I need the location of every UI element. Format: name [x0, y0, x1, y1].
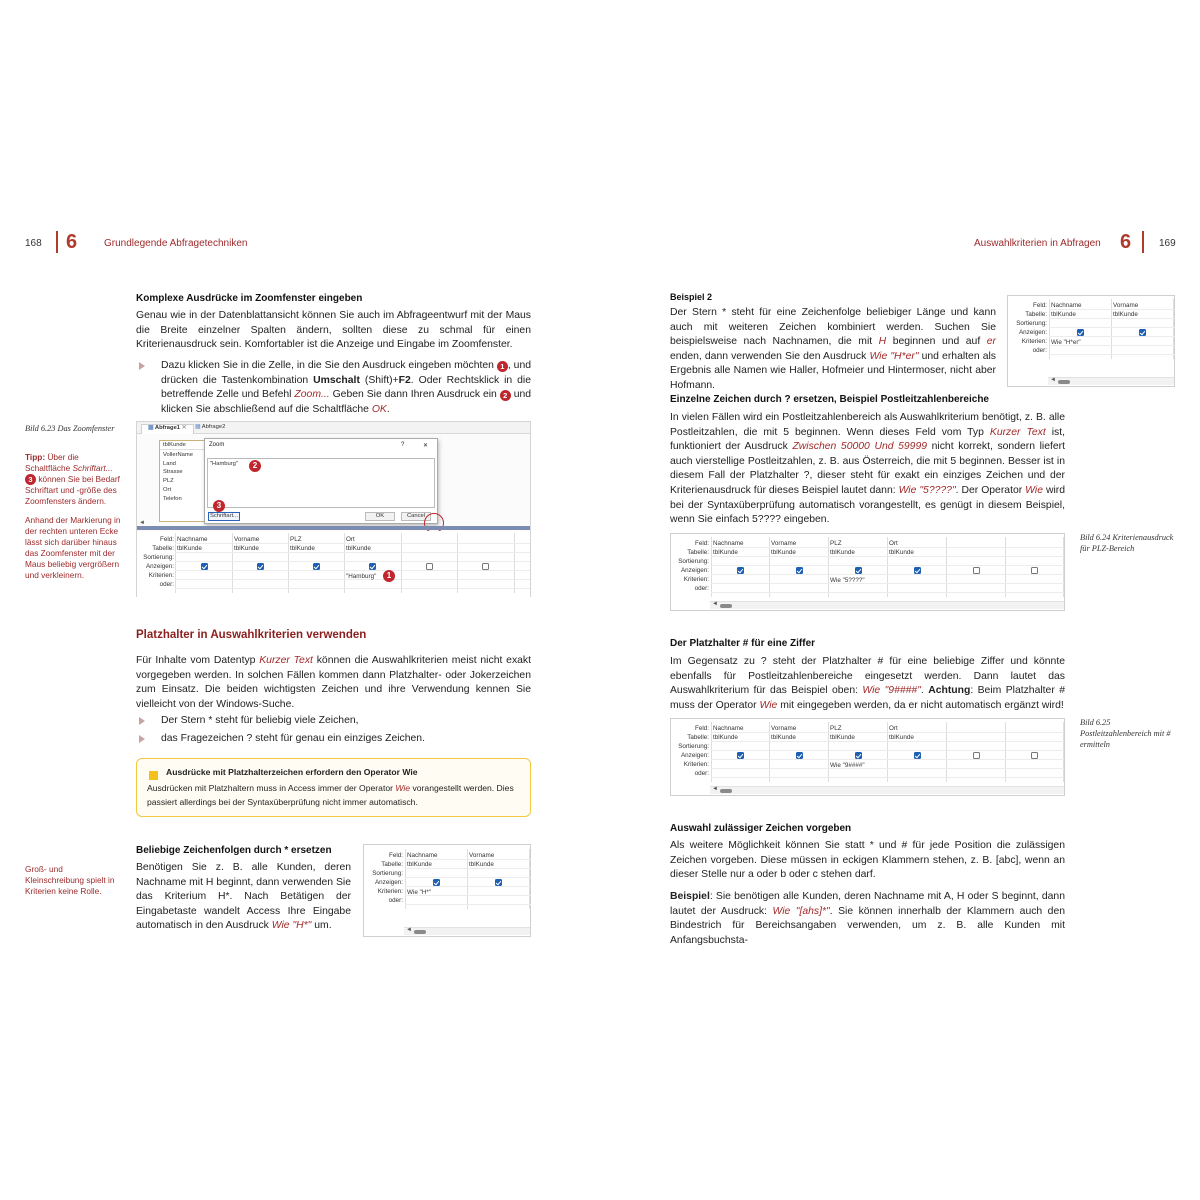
grid-label-criteria: Kriterien: [1021, 338, 1047, 345]
show-checkbox[interactable] [855, 567, 862, 574]
grid-cell-table[interactable]: tblKunde [469, 861, 494, 868]
grid-cell-table[interactable]: tblKunde [713, 549, 738, 556]
cancel-button[interactable]: Cancel [401, 512, 431, 521]
horizontal-scrollbar[interactable]: ◄ [404, 927, 530, 935]
table-field[interactable]: Strasse [163, 469, 183, 476]
grid-cell-table[interactable]: tblKunde [830, 734, 855, 741]
grid-cell-table[interactable]: tblKunde [771, 549, 796, 556]
show-checkbox[interactable] [737, 567, 744, 574]
query-grid-hash [670, 718, 1065, 796]
query-grid-h-star [363, 844, 531, 937]
grid-label-show: Anzeigen: [1018, 329, 1047, 336]
grid-cell-criteria[interactable]: Wie "H*" [407, 889, 432, 896]
chapter-number-left: 6 [66, 231, 78, 253]
paragraph-allowed-chars: Als weitere Möglichkeit können Sie statt * und # für jede Position die zulässigen Zeichen vorgeben. Diese müssen in eckigen Klammern stehen, z. B. [abc], wenn an dieser Stelle nur a oder b oder c stehen darf. [670, 840, 1065, 881]
grid-label-show: Anzeigen: [680, 752, 709, 759]
grid-label-field: Feld: [1033, 302, 1047, 309]
info-box-text: Ausdrücken mit Platzhaltern muss in Access immer der Operator Wie vorangestellt werden. Dies passiert allerdings bei der Syntaxüberprüfung nicht immer automatisch. [147, 783, 514, 807]
grid-cell-table[interactable]: tblKunde [889, 734, 914, 741]
show-checkbox[interactable] [433, 879, 440, 886]
grid-cell-criteria[interactable]: Wie "9####" [830, 762, 865, 769]
section-heading-star: Beliebige Zeichenfolgen durch * ersetzen [136, 845, 332, 856]
header-divider-left [56, 231, 58, 253]
show-checkbox[interactable] [257, 563, 264, 570]
grid-label-criteria: Kriterien: [683, 761, 709, 768]
grid-label-or: oder: [694, 585, 709, 592]
horizontal-scrollbar[interactable]: ◄ [1048, 377, 1174, 385]
grid-cell-criteria[interactable]: Wie "H*er" [1051, 339, 1081, 346]
grid-label-table: Tabelle: [687, 734, 709, 741]
section-heading-question: Einzelne Zeichen durch ? ersetzen, Beispiel Postleitzahlenbereiche [670, 394, 989, 405]
grid-label-field: Feld: [695, 540, 709, 547]
table-field[interactable]: VollerName [163, 452, 193, 458]
resize-handle-highlight[interactable] [424, 513, 444, 533]
chapter-number-right: 6 [1120, 231, 1132, 253]
show-checkbox[interactable] [855, 752, 862, 759]
grid-cell-field[interactable]: PLZ [290, 536, 302, 543]
show-checkbox[interactable] [737, 752, 744, 759]
paragraph-hash: Im Gegensatz zu ? steht der Platzhalter # für eine beliebige Ziffer und könnte ebenfalls für Postleitzahlenbereiche eingesetzt werden. Dann lautet das Auswahlkriterium für das Beispiel oben: Wie "9####". Achtung: Beim Platzhalter # muss der Operator Wie mit eingegeben werden, da er nicht automatisch ergänzt wird! [670, 656, 1065, 711]
horizontal-scrollbar[interactable]: ◄ [710, 601, 1064, 609]
grid-cell-field[interactable]: Vorname [1113, 302, 1139, 309]
grid-label-table: Tabelle: [381, 861, 403, 868]
show-checkbox[interactable] [796, 567, 803, 574]
show-checkbox[interactable] [1139, 329, 1146, 336]
grid-cell-field[interactable]: Nachname [1051, 302, 1082, 309]
grid-label-sort: Sortierung: [372, 870, 403, 877]
figure-caption-6-25: Bild 6.25 Postleitzahlenbereich mit # ermitteln [1080, 718, 1171, 749]
table-box-tblkunde[interactable] [159, 440, 207, 522]
grid-cell-table[interactable]: tblKunde [713, 734, 738, 741]
grid-label-sort: Sortierung: [1016, 320, 1047, 327]
show-checkbox[interactable] [201, 563, 208, 570]
tab-bar [137, 422, 530, 434]
show-checkbox[interactable] [369, 563, 376, 570]
show-checkbox[interactable] [914, 752, 921, 759]
bullet-question: das Fragezeichen ? steht für genau ein einziges Zeichen. [136, 732, 531, 747]
grid-cell-field[interactable]: Nachname [713, 725, 744, 732]
grid-cell-table[interactable]: tblKunde [407, 861, 432, 868]
grid-cell-table[interactable]: tblKunde [346, 545, 371, 552]
page-number-right: 169 [1159, 238, 1176, 249]
grid-label-field: Feld: [389, 852, 403, 859]
grid-cell-field[interactable]: Vorname [771, 725, 797, 732]
help-icon[interactable]: ? [401, 442, 405, 448]
grid-label-table: Tabelle: [687, 549, 709, 556]
grid-label-criteria: Kriterien: [683, 576, 709, 583]
grid-label-show: Anzeigen: [374, 879, 403, 886]
show-checkbox[interactable] [914, 567, 921, 574]
font-button[interactable]: Schriftart... [209, 513, 239, 519]
paragraph-plz: In vielen Fällen wird ein Postleitzahlenbereich als Auswahlkriterium benötigt, z. B. alle Postleitzahlen, die mit 5 beginnen. Wenn dieses Feld vom Typ Kurzer Text ist, funktioniert der Ausdruck Zwischen 50000 Und 59999 nicht korrekt, sondern liefert auch vierstellige Postleitzahlen, z. B. aus Österreich, die mit 5 beginnen. Besser ist in diesem Fall der Platzhalter ?, dieser steht für exakt ein einziges Zeichen und der Kriterienausdruck für dieses Beispiel lautet dann: Wie "5????". Der Operator Wie wird bei der Syntaxüberprüfung automatisch vorangestellt, es genügt in diesem Beispiel, wenn Sie einfach 5???? eingeben. [670, 412, 1066, 526]
section-heading-zoom: Komplexe Ausdrücke im Zoomfenster eingeben [136, 293, 363, 304]
paragraph-beispiel-2: Der Stern * steht für eine Zeichenfolge beliebiger Länge und kann auch mit weiteren Zeichen kombiniert werden. Suchen Sie beispielsweise nach Nachnamen, die mit H beginnen und auf er enden, dann verwenden Sie den Ausdruck Wie "H*er" und erhalten als Ergebnis alle Namen wie Haller, Hofmeier und Hintermoser, nicht aber Hofmann. [670, 307, 996, 391]
table-box-title: tblKunde [160, 441, 206, 450]
grid-label-field: Feld: [160, 536, 174, 543]
grid-cell-field[interactable]: Ort [889, 540, 898, 547]
chapter-title-left: Grundlegende Abfragetechniken [104, 238, 248, 249]
tip-note: Tipp: Über die Schaltfläche Schriftart... 3 können Sie bei Bedarf Schriftart und -größe des Zoomfensters ändern. [25, 452, 120, 506]
close-icon[interactable]: ✕ [423, 443, 429, 449]
grid-cell-field[interactable]: Ort [346, 536, 355, 543]
grid-cell-table[interactable]: tblKunde [1051, 311, 1076, 318]
paragraph-example: Beispiel: Sie benötigen alle Kunden, deren Nachname mit A, H oder S beginnt, dann lautet der Ausdruck: Wie "[ahs]*". Sie können innerhalb der Klammern auch den Bindestrich für Bereichsangaben verwenden, um z. B. alle Kunden mit Anfangsbuchsta- [670, 891, 1066, 946]
zoom-dialog [204, 438, 438, 524]
grid-cell-field[interactable]: PLZ [830, 725, 842, 732]
query-grid-6-23 [137, 531, 530, 597]
tab-abfrage1[interactable]: ▦ Abfrage1 ✕ [141, 424, 194, 434]
marker-3-icon: 3 [213, 500, 225, 512]
grid-cell-table[interactable]: tblKunde [290, 545, 315, 552]
grid-cell-field[interactable]: Nachname [713, 540, 744, 547]
grid-label-field: Feld: [695, 725, 709, 732]
grid-cell-field[interactable]: Vorname [771, 540, 797, 547]
table-field[interactable]: Telefon [163, 495, 182, 502]
grid-label-or: oder: [159, 581, 174, 588]
marker-2-icon: 2 [500, 390, 511, 401]
tab-abfrage2[interactable]: ▦ Abfrage2 [195, 424, 226, 430]
grid-label-table: Tabelle: [152, 545, 174, 552]
marker-2-icon: 2 [249, 460, 261, 472]
show-checkbox[interactable] [796, 752, 803, 759]
marker-1-icon: 1 [383, 570, 395, 582]
show-checkbox[interactable] [426, 563, 433, 570]
zoom-textarea[interactable]: "Hamburg" [207, 458, 435, 508]
page-number-left: 168 [25, 238, 42, 249]
info-box-wie [136, 758, 531, 817]
grid-label-table: Tabelle: [1025, 311, 1047, 318]
grid-cell-table[interactable]: tblKunde [889, 549, 914, 556]
grid-label-criteria: Kriterien: [377, 888, 403, 895]
query-grid-h-star-er [1007, 295, 1175, 387]
zoom-dialog-title: Zoom [209, 442, 225, 448]
grid-label-sort: Sortierung: [678, 558, 709, 565]
header-divider-right [1142, 231, 1144, 253]
ok-button[interactable]: OK [365, 512, 395, 521]
show-checkbox[interactable] [973, 567, 980, 574]
query-grid-plz [670, 533, 1065, 611]
grid-cell-criteria[interactable]: Wie "5????" [830, 577, 865, 584]
grid-cell-field[interactable]: Vorname [234, 536, 260, 543]
table-field[interactable]: Land [163, 460, 176, 467]
table-field[interactable]: Ort [163, 486, 172, 493]
show-checkbox[interactable] [1031, 567, 1038, 574]
grid-cell-table[interactable]: tblKunde [830, 549, 855, 556]
figure-caption-6-23: Bild 6.23 Das Zoomfenster [25, 424, 115, 433]
marker-3-icon: 3 [25, 474, 36, 485]
show-checkbox[interactable] [1077, 329, 1084, 336]
grid-label-criteria: Kriterien: [148, 572, 174, 579]
grid-cell-criteria[interactable]: "Hamburg" [346, 573, 377, 580]
grid-cell-field[interactable]: Vorname [469, 852, 495, 859]
figure-zoom-window: ▦ Abfrage1 ✕ ▦ Abfrage2 tblKunde VollerName Land Strasse PLZ Ort Telefon Zoom ? ✕ "Hamburg" 2 Schriftart... 3 OK Cancel ◄ Feld: Tabelle: Sortierung: Anzeigen: Kriterien: oder: Nachname Vorname PLZ Ort tblKunde tblKunde tblKunde tblKunde "Hamburg" 1 [136, 421, 531, 597]
paragraph-zoom-intro: Genau wie in der Datenblattansicht können Sie auch im Abfrageentwurf mit der Maus die Breite einzelner Spalten ändern, sollten diese zu schmal für einen Kriterienausdruck sein. Komfortabler ist die Anzeige und Eingabe im Zoomfenster. [136, 310, 531, 351]
info-box-title: Ausdrücke mit Platzhalterzeichen erfordern den Operator Wie [166, 767, 418, 777]
grid-label-or: oder: [694, 770, 709, 777]
pane-divider[interactable] [137, 526, 530, 530]
grid-label-or: oder: [388, 897, 403, 904]
paragraph-placeholders: Für Inhalte vom Datentyp Kurzer Text können die Auswahlkriterien meist nicht exakt vorgegeben werden. In solchen Fällen kommen dann Platzhalter- oder Jokerzeichen zum Einsatz. Die beiden wichtigsten Zeichen und ihre Verwendung kennen Sie vielleicht von der Windows-Suche. [136, 655, 531, 710]
info-square-icon [149, 771, 158, 780]
grid-cell-field[interactable]: PLZ [830, 540, 842, 547]
paragraph-star: Benötigen Sie z. B. alle Kunden, deren Nachname mit H beginnt, dann verwenden Sie das Kriterium H*. Nach Betätigen der Eingabetaste wandelt Access Ihre Eingabe automatisch in den Ausdruck Wie "H*" um. [136, 862, 351, 932]
grid-label-sort: Sortierung: [678, 743, 709, 750]
case-note: Groß- und Kleinschreibung spielt in Kriterien keine Rolle. [25, 864, 115, 896]
grid-label-show: Anzeigen: [145, 563, 174, 570]
grid-cell-table[interactable]: tblKunde [1113, 311, 1138, 318]
section-heading-allowed-chars: Auswahl zulässiger Zeichen vorgeben [670, 823, 852, 834]
grid-label-sort: Sortierung: [143, 554, 174, 561]
chapter-title-right: Auswahlkriterien in Abfragen [974, 238, 1101, 249]
section-heading-placeholders: Platzhalter in Auswahlkriterien verwenden [136, 629, 367, 641]
grid-cell-field[interactable]: Nachname [177, 536, 208, 543]
show-checkbox[interactable] [973, 752, 980, 759]
show-checkbox[interactable] [495, 879, 502, 886]
grid-cell-table[interactable]: tblKunde [177, 545, 202, 552]
bullet-star: Der Stern * steht für beliebig viele Zeichen, [136, 714, 531, 729]
grid-cell-field[interactable]: Ort [889, 725, 898, 732]
grid-label-show: Anzeigen: [680, 567, 709, 574]
marker-1-icon: 1 [497, 361, 508, 372]
heading-beispiel-2: Beispiel 2 [670, 292, 713, 302]
show-checkbox[interactable] [1031, 752, 1038, 759]
table-field[interactable]: PLZ [163, 478, 174, 485]
resize-note: Anhand der Markierung in der rechten unteren Ecke lässt sich darüber hinaus das Zoomfenster mit der Maus beliebig vergrößern und verkleinern. [25, 515, 121, 580]
figure-caption-6-24: Bild 6.24 Kriterienausdruck für PLZ-Bereich [1080, 533, 1174, 553]
section-heading-hash: Der Platzhalter # für eine Ziffer [670, 638, 816, 649]
grid-label-or: oder: [1032, 347, 1047, 354]
show-checkbox[interactable] [313, 563, 320, 570]
grid-cell-field[interactable]: Nachname [407, 852, 438, 859]
grid-cell-table[interactable]: tblKunde [234, 545, 259, 552]
show-checkbox[interactable] [482, 563, 489, 570]
bullet-zoom-steps: Dazu klicken Sie in die Zelle, in die Sie den Ausdruck eingeben möchten 1 , und drücken die Tastenkombination Umschalt (Shift)+F2. Oder Rechtsklick in die betreffende Zelle und Befehl Zoom... Geben Sie dann Ihren Ausdruck ein 2 und klicken Sie abschließend auf die Schaltfläche OK. [136, 359, 531, 417]
horizontal-scrollbar[interactable]: ◄ [710, 786, 1064, 794]
grid-cell-table[interactable]: tblKunde [771, 734, 796, 741]
